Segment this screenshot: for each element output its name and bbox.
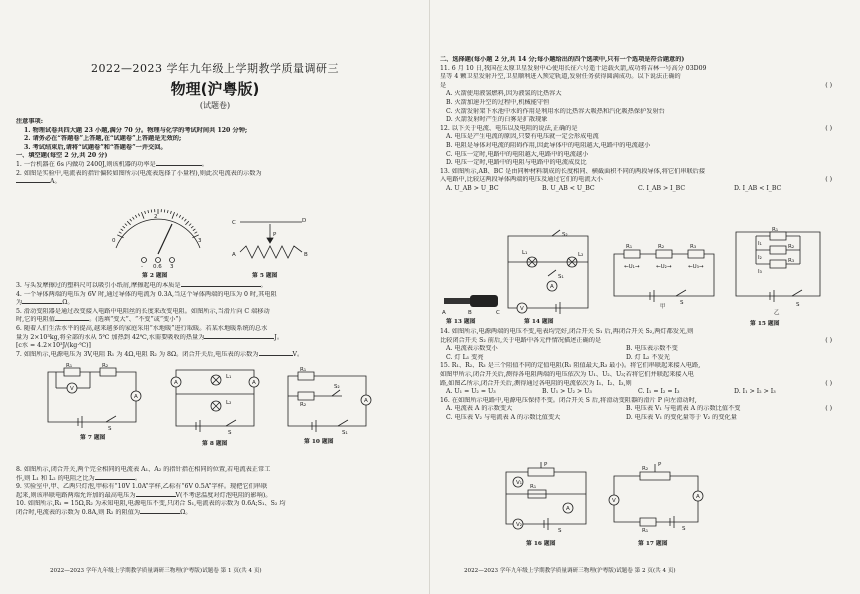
fig7-caption: 第 7 题图 — [80, 435, 106, 441]
svg-text:C: C — [496, 310, 500, 316]
question-14: 14. 如图所示,电源两端的电压不变,电表均完好,闭合开关 S₁ 后,再闭合开关 S₂,两灯都发光,则 — [440, 328, 694, 335]
fig5-caption: 第 5 题图 — [252, 273, 278, 279]
svg-text:A: A — [696, 494, 700, 500]
terminal-negative — [142, 258, 147, 263]
q12-option-c: C. 电压一定时,电路中的电阻越大,电路中的电流越小 — [446, 150, 589, 158]
svg-text:A: A — [134, 394, 138, 400]
dial-tick — [123, 226, 125, 228]
section-1-heading: 一、填空题(每空 2 分,共 20 分) — [16, 152, 108, 160]
circuit-fig10 — [282, 367, 372, 436]
dial-tick — [179, 215, 181, 218]
paper-type: (试题卷) — [199, 101, 231, 110]
svg-text:←U₃→: ←U₃→ — [688, 264, 704, 270]
right-page — [430, 0, 860, 594]
q13-option-b: B. U_AB < U_BC — [542, 184, 595, 192]
q13-option-c: C. I_AB > I_BC — [638, 184, 686, 192]
subject-title: 物理(沪粤版) — [170, 80, 260, 98]
svg-text:R₃: R₃ — [690, 244, 697, 250]
fig16-caption: 第 16 题图 — [526, 541, 556, 547]
svg-text:S₂: S₂ — [562, 232, 568, 238]
svg-text:P: P — [658, 462, 662, 468]
svg-text:乙: 乙 — [774, 310, 780, 316]
q11-option-c: C. 火箭发射架下水池中水的作用是利用水的比热容大吸热和汽化吸热保护发射台 — [446, 107, 665, 115]
question-2-unit: A。 — [50, 178, 61, 186]
q12-option-b: B. 电阻是导体对电流的阻碍作用,因此导体中的电阻越大,电路中的电流越小 — [446, 141, 651, 149]
question-6: 6. 随着人们生活水平的提高,越来越多的家庭采用“水地暖”进行取暖。若某水地暖系统的总水 — [16, 324, 268, 332]
rheostat-figure — [232, 216, 312, 266]
q11-option-d: D. 火箭发射时产生的白雾是扩散现象 — [446, 116, 548, 124]
dial-tick — [167, 210, 168, 213]
fig2-caption: 第 2 题图 — [142, 273, 168, 279]
svg-text:V₁: V₁ — [516, 480, 522, 486]
dial-tick — [130, 219, 132, 221]
question-9: 9. 实验室中,甲、乙两只灯泡,甲标有“10V 1.0A”字样,乙标有“6V 0.5A”字样。现把它们串联 — [16, 483, 268, 491]
terminal-3 — [170, 258, 175, 263]
circuit-fig17 — [606, 460, 706, 534]
section-2-heading: 二、选择题(每小题 2 分,共 14 分;每小题给出的四个选项中,只有一个选项是符合题意的) — [440, 56, 685, 63]
questions-8-10: 8. 如图所示,闭合开关,两个完全相同的电流表 A₁、A₂ 的指针指在相同的位置,若电流表正常工 作,则 L₁ 和 L₂ 的电阻之比为 。 9. 实验室中,甲、乙两只灯泡,甲标有“10V 1.0A”字样,乙标有“6V 0.5A”字样。现把它们串联 起来,则该串联电路两端允许加的最高电压为 V(不考虑温度对灯泡电阻的影响)。 10. 如图所示,R₁ = 15Ω,R₂ 为未知电阻,电源电压不变,只闭合 S₁,电流表的示数为 0.6A;S₁、S₂ 均 闭合时,电流表的示数为 0.8A,则 R₂ 的阻值为 Ω。 — [16, 466, 418, 518]
dial-tick — [170, 211, 171, 214]
question-16: 16. 在如图所示电路中,电源电压保持不变。闭合开关 S 后,将滑动变阻器的滑片 P 向左滑动时, — [440, 396, 697, 404]
q16-option-d: D. 电压表 V₁ 的变化量等于 V₂ 的变化量 — [626, 413, 737, 421]
dial-tick — [184, 219, 186, 221]
q16-option-b: B. 电压表 V₁ 与电流表 A 的示数比值不变 — [626, 405, 741, 413]
svg-text:B: B — [304, 252, 308, 258]
q16-option-c: C. 电压表 V₂ 与电流表 A 的示数比值变大 — [446, 413, 561, 421]
svg-text:R₂: R₂ — [300, 402, 307, 408]
svg-text:S: S — [108, 426, 112, 432]
svg-text:A: A — [442, 310, 446, 316]
question-5: 5. 滑动变阻器是通过改变接入电路中电阻丝的长度来改变电阻。如图所示,当滑片向 C 端移动 — [16, 307, 270, 315]
circuit-fig15-b — [730, 226, 826, 316]
dial-tick — [125, 224, 127, 226]
svg-text:A: A — [174, 380, 178, 386]
svg-text:S: S — [558, 528, 562, 534]
svg-text:L₁: L₁ — [522, 250, 528, 256]
question-6-note: [c水 = 4.2×10³J/(kg·℃)] — [16, 342, 91, 350]
left-footer: 2022—2023 学年九年级上学期教学质量调研三物理(沪粤版)试题卷 第 1 页(共 4 页) — [50, 568, 262, 574]
ammeter-dial-figure — [108, 210, 208, 268]
svg-text:R₁: R₁ — [642, 528, 649, 534]
svg-text:R₁: R₁ — [66, 363, 73, 369]
svg-text:R₁: R₁ — [772, 227, 779, 233]
svg-text:S: S — [680, 300, 684, 306]
note-1: 1. 物理试卷共四大题 23 小题,满分 70 分。物理与化学的考试时间共 120 分钟; — [24, 126, 248, 134]
svg-text:A: A — [252, 380, 256, 386]
fig14-caption: 第 14 题图 — [524, 319, 554, 325]
question-4: 4. 一个导体两端的电压为 6V 时,通过导体的电流为 0.3A,当这个导体两端的电压为 0 时,其电阻 — [16, 290, 277, 298]
note-2: 2. 请务必在“答题卷”上答题,在“试题卷”上答题是无效的; — [24, 135, 182, 143]
svg-text:S₂: S₂ — [334, 384, 340, 390]
fig10-caption: 第 10 题图 — [304, 439, 334, 445]
questions-11-13: 二、选择题(每小题 2 分,共 14 分;每小题给出的四个选项中,只有一个选项是符合题意的) 11. 6 月 10 日,我国在太原卫星发射中心使用长征六号遥十运载火箭,成功将吉林一号高分 03D09 星等 4 颗卫星发射升空,卫星顺利进入预定轨道,发射任务获得圆满成功。以下说法正确的 是 ( ) A. 火箭使用液氢燃料,因为液氢的比热容大 B. 火箭加速升空的过程中,机械能守恒 C. 火箭发射架下水池中水的作用是利用水的比热容大吸热和汽化吸热保护发射台 D. 火箭发射时产生的白雾是扩散现象 12. 以下关于电流、电压以及电阻的说法,正确的是 ( ) A. 电压是产生电流的原因,只要有电压就一定会形成电流 B. 电阻是导体对电流的阻碍作用,因此导体中的电阻越大,电路中的电流越小 C. 电压一定时,电路中的电阻越大,电路中的电流越小 D. 电压一定时,电路中的电阻与电路中的电流成反比 13. 如图所示,AB、BC 是由同种材料制成的长度相同、横截面积不同的两段导体,将它们串联后接 入电路中,比较这两段导体两端的电压及通过它们的电流大小 ( ) A. U_AB > U_BC B. U_AB < U_BC C. I_AB > I_BC D. I_AB < I_BC — [440, 56, 838, 194]
question-1: 1. 一台机器在 6s 内做功 2400J,则该机器的功率是 。 — [16, 160, 208, 168]
svg-text:B: B — [468, 310, 472, 316]
svg-text:V: V — [612, 498, 616, 504]
question-8: 8. 如图所示,闭合开关,两个完全相同的电流表 A₁、A₂ 的指针指在相同的位置,若电流表正常工 — [16, 466, 271, 473]
dial-tick — [121, 229, 123, 231]
q15-option-b: B. U₁ > U₂ > U₃ — [542, 388, 592, 396]
svg-text:I₁: I₁ — [758, 241, 762, 247]
fig13-caption: 第 13 题图 — [446, 319, 476, 325]
dial-label-3: 3 — [198, 238, 202, 244]
dial-tick — [193, 229, 195, 231]
dial-tick — [182, 217, 184, 219]
q14-option-a: A. 电流表示数变小 — [446, 345, 498, 353]
q11-option-b: B. 火箭加速升空的过程中,机械能守恒 — [446, 98, 550, 106]
svg-text:甲: 甲 — [660, 304, 666, 310]
svg-text:R₁: R₁ — [300, 367, 307, 373]
question-11: 11. 6 月 10 日,我国在太原卫星发射中心使用长征六号遥十运载火箭,成功将吉林一号高分 03D09 — [440, 64, 707, 72]
svg-text:S: S — [682, 526, 686, 532]
answer-paren-11: ( ) — [825, 81, 832, 89]
svg-text:C: C — [232, 220, 236, 226]
circuit-fig16 — [498, 462, 594, 534]
svg-text:L₂: L₂ — [226, 400, 232, 406]
dial-tick — [189, 224, 191, 226]
svg-text:L₂: L₂ — [578, 252, 584, 258]
dial-tick — [148, 210, 149, 213]
svg-text:A: A — [566, 506, 570, 512]
circuit-fig15-a — [610, 238, 720, 310]
svg-text:A: A — [232, 252, 236, 258]
svg-text:←U₂→: ←U₂→ — [656, 264, 672, 270]
dial-tick — [145, 211, 146, 214]
circuit-fig14 — [502, 230, 598, 316]
svg-text:3: 3 — [170, 264, 174, 270]
notes-heading: 注意事项: — [16, 118, 44, 125]
dial-tick — [191, 226, 193, 228]
dial-tick — [138, 214, 139, 217]
question-10: 10. 如图所示,R₁ = 15Ω,R₂ 为未知电阻,电源电压不变,只闭合 S₁,电流表的示数为 0.6A;S₁、S₂ 均 — [16, 500, 286, 508]
question-3: 3. 与头发摩擦过的塑料尺可以吸引小纸屑,摩擦起电的本质是 。 — [16, 282, 267, 289]
q14-option-b: B. 电压表示数不变 — [626, 345, 678, 353]
svg-text:V₂: V₂ — [516, 522, 522, 528]
svg-text:R₂: R₂ — [102, 363, 109, 369]
notes-block — [16, 118, 418, 187]
q15-option-a: A. U₁ = U₂ = U₃ — [446, 388, 496, 396]
circuit-fig7 — [42, 364, 142, 430]
question-15: 15. R₁、R₂、R₃ 是三个阻值不同的定值电阻(R₁ 阻值最大,R₃ 最小)。将它们串联起来接入电路, — [440, 362, 701, 370]
q13-option-d: D. I_AB < I_BC — [734, 184, 782, 192]
svg-text:L₁: L₁ — [226, 374, 232, 380]
q15-option-c: C. I₁ = I₂ = I₃ — [638, 388, 680, 396]
question-7: 7. 如图所示,电源电压为 3V,电阻 R₁ 为 4Ω,电阻 R₂ 为 8Ω。闭合开关后,电压表的示数为 V。 — [16, 350, 304, 358]
svg-text:0.6: 0.6 — [153, 264, 162, 270]
q14-option-d: D. 灯 L₂ 不发光 — [626, 353, 670, 361]
fig17-caption: 第 17 题图 — [638, 541, 668, 547]
dial-tick — [135, 215, 137, 218]
exam-title: 2022—2023 学年九年级上学期教学质量调研三 — [91, 62, 339, 75]
svg-text:R₁: R₁ — [626, 244, 633, 250]
question-13: 13. 如图所示,AB、BC 是由同种材料制成的长度相同、横截面积不同的两段导体,将它们串联后接 — [440, 167, 706, 175]
q15-option-d: D. I₁ > I₂ > I₃ — [734, 388, 776, 396]
q16-option-a: A. 电流表 A 的示数变大 — [446, 405, 513, 413]
svg-text:R₁: R₁ — [530, 484, 537, 490]
questions-3-7: 3. 与头发摩擦过的塑料尺可以吸引小纸屑,摩擦起电的本质是 。 4. 一个导体两端的电压为 6V 时,通过导体的电流为 0.3A,当这个导体两端的电压为 0 时,其电阻 为 Ω。 5. 滑动变阻器是通过改变接入电路中电阻丝的长度来改变电阻。如图所示,当滑片向 C 端移动 时,它的电阻值 。(选填“变大”、“不变”或“变小”) 6. 随着人们生活水平的提高,越来越多的家庭采用“水地暖”进行取暖。若某水地暖系统的总水 量为 2×10³kg,将全部的水从 5℃ 加热到 42℃,水需要吸收的热量为 J。 [c水 = 4.2×10³J/(kg·℃)] 7. 如图所示,电源电压为 3V,电阻 R₁ 为 4Ω,电阻 R₂ 为 8Ω。闭合开关后,电压表的示数为 V。 — [16, 282, 418, 359]
q13-option-a: A. U_AB > U_BC — [446, 184, 499, 192]
svg-text:←U₁→: ←U₁→ — [624, 264, 640, 270]
svg-text:S: S — [796, 302, 800, 308]
svg-text:-: - — [141, 264, 143, 270]
svg-text:P: P — [544, 462, 548, 468]
question-2: 2. 如图是实验中,电流表的指针偏转如图所示(电流表选择了小量程),则此次电流表的示数为 — [16, 169, 262, 177]
svg-text:A: A — [364, 398, 368, 404]
svg-text:I₂: I₂ — [758, 255, 762, 261]
circuit-fig8 — [170, 364, 260, 434]
svg-text:D: D — [302, 218, 307, 224]
svg-text:P: P — [273, 232, 277, 238]
questions-14-16: 14. 如图所示,电源两端的电压不变,电表均完好,闭合开关 S₁ 后,再闭合开关 S₂,两灯都发光,则 比较闭合开关 S₂ 前后,关于电路中各元件情况描述正确的是 ( ) A. 电流表示数变小 B. 电压表示数不变 C. 灯 L₁ 变亮 D. 灯 L₂ 不发光 15. R₁、R₂、R₃ 是三个阻值不同的定值电阻(R₁ 阻值最大,R₃ 最小)。将它们串联起来接入电路, 如图甲所示,闭合开关后,测得各电阻两端的电压依次为 U₁、U₂、U₃;若将它们并联起来接入电 路,如图乙所示,闭合开关后,测得通过各电阻的电流依次为 I₁、I₂、I₃,则 ( ) A. U₁ = U₂ = U₃ B. U₁ > U₂ > U₃ C. I₁ = I₂ = I₃ D. I₁ > I₂ > I₃ 16. 在如图所示电路中,电源电压保持不变。闭合开关 S 后,将滑动变阻器的滑片 P 向左滑动时, A. 电流表 A 的示数变大 B. 电压表 V₁ 与电流表 A 的示数比值不变 ( ) C. 电压表 V₂ 与电流表 A 的示数比值变大 D. 电压表 V₁ 的变化量等于 V₂ 的变化量 — [440, 328, 838, 423]
svg-text:R₂: R₂ — [658, 244, 665, 250]
svg-text:V: V — [70, 386, 74, 392]
q12-option-a: A. 电压是产生电流的原因,只要有电压就一定会形成电流 — [446, 133, 599, 141]
dial-tick — [119, 232, 122, 233]
svg-text:I₃: I₃ — [758, 269, 762, 275]
dial-label-0: 0 — [112, 238, 116, 244]
fig8-caption: 第 8 题图 — [202, 441, 228, 447]
dial-tick — [176, 214, 177, 217]
note-3: 3. 考试结束后,请将“试题卷”和“答题卷”一并交回。 — [24, 143, 167, 151]
svg-text:R₂: R₂ — [788, 244, 795, 250]
svg-text:S₁: S₁ — [558, 274, 564, 280]
dial-tick — [127, 221, 130, 225]
q11-option-a: A. 火箭使用液氢燃料,因为液氢的比热容大 — [446, 90, 562, 98]
svg-text:S₁: S₁ — [342, 430, 348, 436]
svg-text:S: S — [228, 430, 232, 436]
q13-options — [440, 185, 838, 194]
dial-tick — [185, 221, 188, 225]
conductor-figure — [442, 290, 502, 314]
dial-tick — [172, 212, 175, 219]
svg-text:R₃: R₃ — [788, 258, 795, 264]
fig15-caption: 第 15 题图 — [750, 321, 780, 327]
dial-tick — [132, 217, 134, 219]
svg-text:V: V — [520, 306, 524, 312]
dial-label-2: 2 — [154, 214, 158, 220]
dial-tick — [195, 232, 198, 233]
question-12: 12. 以下关于电流、电压以及电阻的说法,正确的是 ( ) — [440, 124, 832, 132]
q12-option-d: D. 电压一定时,电路中的电阻与电路中的电流成反比 — [446, 159, 587, 167]
svg-text:A: A — [550, 284, 554, 290]
dial-tick — [141, 212, 144, 219]
terminal-06 — [156, 258, 161, 263]
right-footer: 2022—2023 学年九年级上学期教学质量调研三物理(沪粤版)试题卷 第 2 页(共 4 页) — [464, 568, 676, 574]
q14-option-c: C. 灯 L₁ 变亮 — [446, 353, 484, 361]
svg-text:R₂: R₂ — [642, 466, 649, 472]
